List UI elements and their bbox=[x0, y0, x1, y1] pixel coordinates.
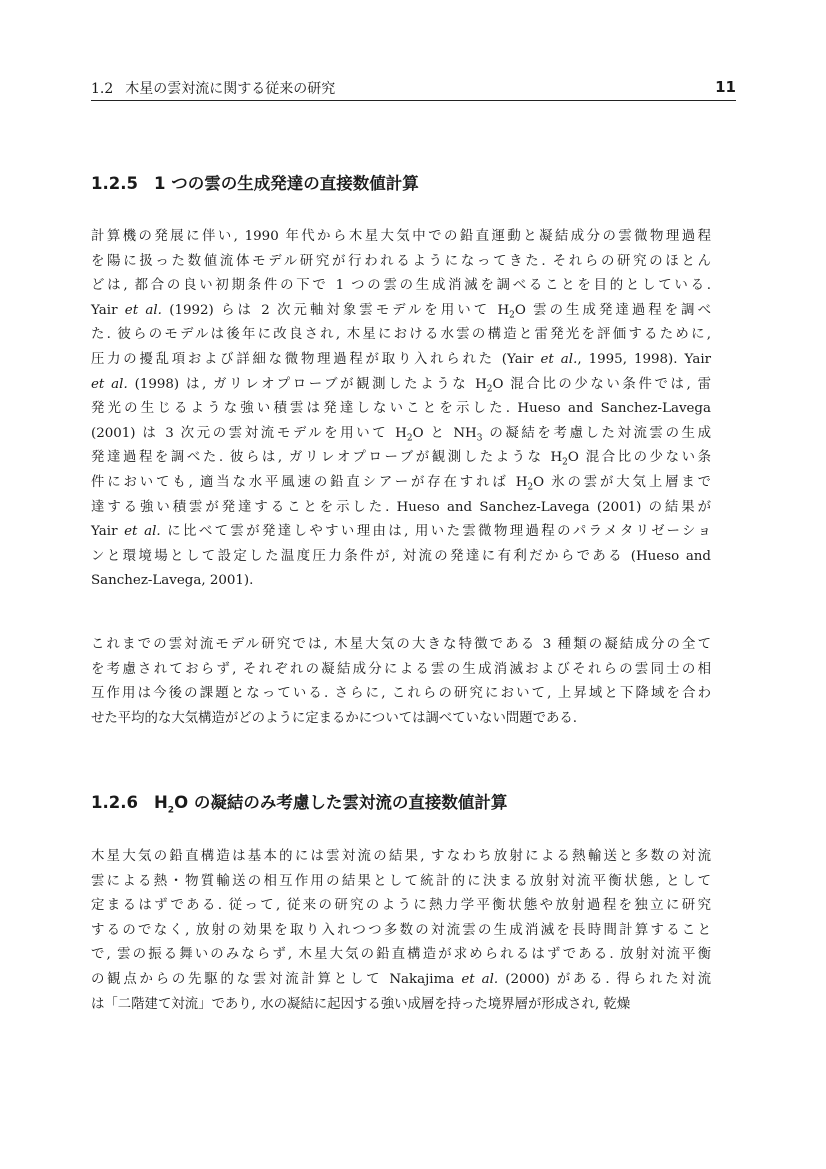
paragraph-3 bbox=[91, 845, 711, 1017]
page-number: 11 bbox=[715, 78, 736, 96]
paragraph bbox=[91, 633, 711, 731]
text-line: た. 彼らのモデルは後年に改良され, 木星における水雲の構造と雷発光を評価するために, bbox=[91, 327, 711, 343]
text-line: 件においても, 適当な水平風速の鉛直シアーが存在すれば $H_2O$ 氷の雲が大気上層まで bbox=[91, 474, 711, 493]
text-line: 計算機の発展に伴い, 1990 年代から木星大気中での鉛直運動と凝結成分の雲微物理過程 bbox=[91, 229, 711, 244]
paragraph bbox=[91, 845, 711, 1017]
text-line: 達する強い積雲が発達することを示した. Hueso and Sanchez-Lavega (2001) の結果が bbox=[91, 499, 711, 515]
text-line: 発達過程を調べた. 彼らは, ガリレオプローブが観測したような $H_2O$ 混合比の少ない条 bbox=[91, 450, 711, 469]
section-heading bbox=[91, 789, 711, 816]
text-line: 発光の生じるような強い積雲は発達しないことを示した. Hueso and Sanchez-Lavega bbox=[91, 401, 711, 417]
paragraph bbox=[91, 225, 711, 594]
text-line: で, 雲の振る舞いのみならず, 木星大気の鉛直構造が求められるはずである. 放射対流平衡 bbox=[91, 947, 711, 963]
section-1-2-5 bbox=[91, 170, 711, 194]
text-line: するのでなく, 放射の効果を取り入れつつ多数の対流雲の生成消滅を長時間計算すること bbox=[91, 922, 711, 938]
text-line: Yair et al. に比べて雲が発達しやすい理由は, 用いた雲微物理過程のパラメタリゼーショ bbox=[91, 524, 711, 540]
text-line: どは, 都合の良い初期条件の下で 1 つの雲の生成消滅を調べることを目的としている. bbox=[91, 278, 711, 294]
text-line: ンと環境場として設定した温度圧力条件が, 対流の発達に有利だからである (Hueso and bbox=[91, 548, 711, 564]
text-line: et al. (1998) は, ガリレオプローブが観測したような $H_2O$ 混合比の少ない条件では, 雷 bbox=[91, 376, 711, 395]
running-header-title bbox=[91, 78, 335, 98]
section-number: 1.2.5 bbox=[91, 174, 138, 193]
text-line: Yair et al. (1992) らは 2 次元軸対象雲モデルを用いて $H_2O$ 雲の生成発達過程を調べ bbox=[91, 302, 711, 321]
paragraph-1 bbox=[91, 225, 711, 594]
text-line: 木星大気の鉛直構造は基本的には雲対流の結果, すなわち放射による熱輸送と多数の対流 bbox=[91, 849, 711, 864]
text-line: 互作用は今後の課題となっている. さらに, これらの研究において, 上昇域と下降域を合わ bbox=[91, 686, 711, 702]
section-number: 1.2.6 bbox=[91, 793, 138, 812]
section-title: 1 つの雲の生成発達の直接数値計算 bbox=[153, 174, 419, 193]
section-title: $H_2O$ の凝結のみ考慮した雲対流の直接数値計算 bbox=[153, 793, 508, 816]
paragraph-2 bbox=[91, 633, 711, 731]
text-line: これまでの雲対流モデル研究では, 木星大気の大きな特徴である 3 種類の凝結成分の全て bbox=[91, 637, 711, 652]
text-line: を陽に扱った数値流体モデル研究が行われるようになってきた. それらの研究のほとん bbox=[91, 253, 711, 269]
text-line: 定まるはずである. 従って, 従来の研究のように熱力学平衡状態や放射過程を独立に研究 bbox=[91, 898, 711, 914]
text-line: せた平均的な大気構造がどのように定まるかについては調べていない問題である. bbox=[91, 710, 578, 726]
text-line: 雲による熱・物質輸送の相互作用の結果として統計的に決まる放射対流平衡状態, として bbox=[91, 873, 711, 889]
text-line: (2001) は 3 次元の雲対流モデルを用いて $H_2O$ と $NH_3$ の凝結を考慮した対流雲の生成 bbox=[91, 425, 711, 444]
section-heading bbox=[91, 170, 711, 194]
running-header bbox=[91, 78, 736, 101]
text-line: の観点からの先駆的な雲対流計算として Nakajima et al. (2000) がある. 得られた対流 bbox=[91, 971, 711, 987]
text-line: は「二階建て対流」であり, 水の凝結に起因する強い成層を持った境界層が形成され, 乾燥 bbox=[91, 996, 631, 1012]
text-line: 圧力の擾乱項および詳細な微物理過程が取り入れられた (Yair et al., 1995, 1998). Yair bbox=[91, 351, 712, 367]
text-line: を考慮されておらず, それぞれの凝結成分による雲の生成消滅およびそれらの雲同士の相 bbox=[91, 661, 711, 677]
section-1-2-6 bbox=[91, 789, 711, 816]
header-section-number: 1.2 bbox=[91, 81, 114, 97]
text-line: Sanchez-Lavega, 2001). bbox=[91, 573, 254, 589]
header-section-title: 木星の雲対流に関する従来の研究 bbox=[125, 81, 336, 97]
